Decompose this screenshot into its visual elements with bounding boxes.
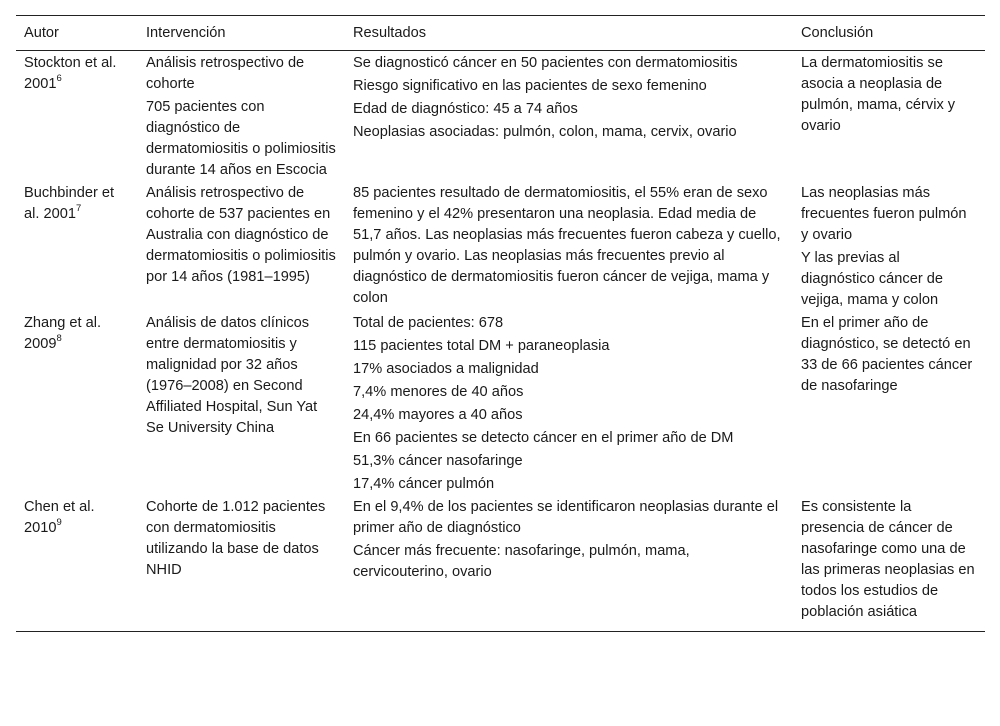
cell-resultados (345, 183, 793, 313)
paragraph: 17% asociados a malignidad (353, 361, 539, 377)
paragraph: Es consistente la presencia de cáncer de nasofaringe como una de las primeras neoplasias en todos los estudios de población asiática (801, 499, 975, 620)
author-text: Chen et al. 2010 (24, 499, 95, 536)
paragraph: Cáncer más frecuente: nasofaringe, pulmón, mama, cervicouterino, ovario (353, 543, 690, 580)
paragraph: 51,3% cáncer nasofaringe (353, 453, 523, 469)
paragraph: La dermatomiositis se asocia a neoplasia de pulmón, mama, cérvix y ovario (801, 55, 956, 134)
reference-number: 7 (75, 203, 82, 215)
paragraph: 7,4% menores de 40 años (353, 384, 524, 400)
cell-intervencion (138, 183, 345, 313)
header-conclusion: Conclusión (793, 16, 985, 51)
reference-number: 8 (56, 333, 62, 345)
cell-intervencion (138, 497, 345, 632)
cell-intervencion (138, 313, 345, 497)
table-row (16, 497, 985, 632)
paragraph: Las neoplasias más frecuentes fueron pulmón y ovario (801, 185, 967, 243)
paragraph: Análisis retrospectivo de cohorte (146, 55, 305, 92)
table-row (16, 313, 985, 497)
reference-number: 6 (56, 73, 62, 85)
header-autor: Autor (16, 16, 138, 51)
cell-resultados (345, 497, 793, 632)
paragraph: En 66 pacientes se detecto cáncer en el primer año de DM (353, 430, 734, 446)
cell-autor (16, 183, 138, 313)
paragraph: Riesgo significativo en las pacientes de sexo femenino (353, 78, 707, 94)
paragraph: Edad de diagnóstico: 45 a 74 años (353, 101, 578, 117)
cell-conclusion (793, 183, 985, 313)
cell-conclusion (793, 497, 985, 632)
studies-table (16, 15, 985, 632)
author-text: Stockton et al. 2001 (24, 55, 117, 92)
cell-autor (16, 313, 138, 497)
cell-conclusion (793, 51, 985, 184)
cell-resultados (345, 313, 793, 497)
header-resultados: Resultados (345, 16, 793, 51)
cell-conclusion (793, 313, 985, 497)
paragraph: Cohorte de 1.012 pacientes con dermatomiositis utilizando la base de datos NHID (146, 499, 326, 578)
paragraph: 85 pacientes resultado de dermatomiositis, el 55% eran de sexo femenino y el 42% presentaron una neoplasia. Edad media de 51,7 años. Las neoplasias más frecuentes fueron cabeza y cuello, pulmón y ovario. Las neoplasias más frecuentes previo al diagnóstico de dermatomiositis fueron cáncer de vejiga, mama y colon (353, 185, 781, 306)
cell-intervencion (138, 51, 345, 184)
paragraph: 24,4% mayores a 40 años (353, 407, 523, 423)
author-text: Buchbinder et al. 2001 (24, 185, 115, 222)
table-container (16, 15, 985, 632)
header-row (16, 16, 985, 51)
cell-autor (16, 497, 138, 632)
paragraph: Neoplasias asociadas: pulmón, colon, mama, cervix, ovario (353, 124, 737, 140)
reference-number: 9 (56, 517, 62, 529)
paragraph: Y las previas al diagnóstico cáncer de vejiga, mama y colon (801, 250, 943, 308)
paragraph: 17,4% cáncer pulmón (353, 476, 495, 492)
paragraph: Total de pacientes: 678 (353, 315, 504, 331)
paragraph: En el primer año de diagnóstico, se detectó en 33 de 66 pacientes cáncer de nasofaringe (801, 315, 973, 394)
paragraph: En el 9,4% de los pacientes se identificaron neoplasias durante el primer año de diagnóstico (353, 499, 779, 536)
author-text: Zhang et al. 2009 (24, 315, 102, 352)
paragraph: Se diagnosticó cáncer en 50 pacientes con dermatomiositis (353, 55, 738, 71)
paragraph: Análisis de datos clínicos entre dermatomiositis y malignidad por 32 años (1976–2008) en Second Affiliated Hospital, Sun Yat Se University China (146, 315, 318, 436)
cell-resultados (345, 51, 793, 184)
table-row (16, 183, 985, 313)
table-row (16, 51, 985, 184)
cell-autor (16, 51, 138, 184)
paragraph: 115 pacientes total DM + paraneoplasia (353, 338, 610, 354)
paragraph: Análisis retrospectivo de cohorte de 537 pacientes en Australia con diagnóstico de dermatomiositis o polimiositis por 14 años (1981–1995) (146, 185, 336, 285)
header-intervencion: Intervención (138, 16, 345, 51)
paragraph: 705 pacientes con diagnóstico de dermatomiositis o polimiositis durante 14 años en Escocia (146, 99, 336, 178)
